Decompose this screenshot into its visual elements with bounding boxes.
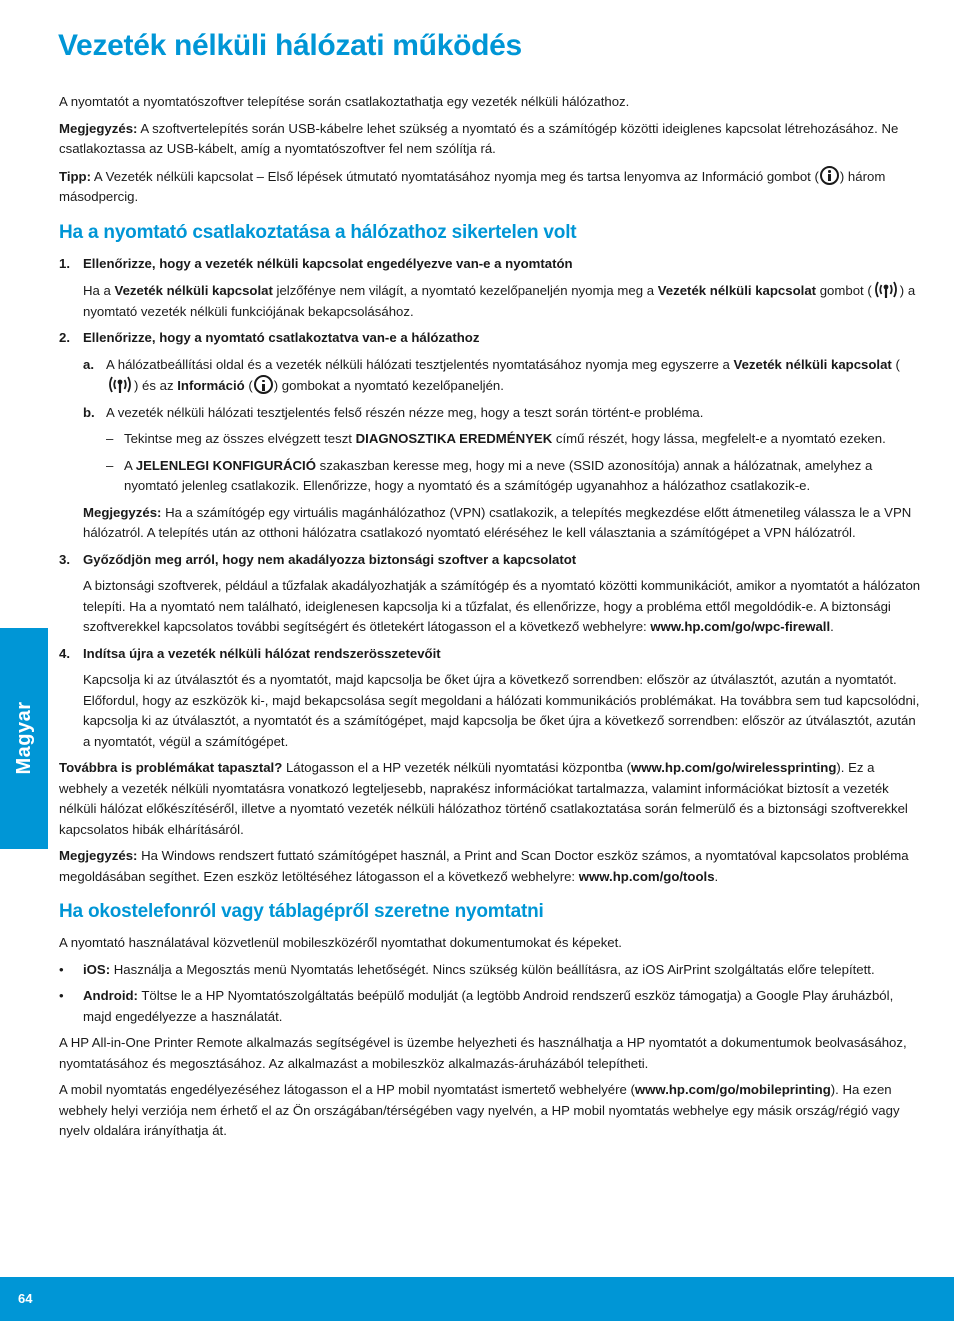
substep-part: A hálózatbeállítási oldal és a vezeték nélküli hálózati tesztjelentés nyomtatásához nyomja meg egyszerre a xyxy=(106,356,734,372)
mobile-text: A mobil nyomtatás engedélyezéséhez látogasson el a HP mobil nyomtatást ismertető webhelyére ( xyxy=(59,1082,635,1097)
intro-paragraph: A nyomtatót a nyomtatószoftver telepítése során csatlakoztathatja egy vezeték nélküli hálózathoz. xyxy=(59,94,630,109)
tip-paragraph xyxy=(59,166,925,208)
step-title: Indítsa újra a vezeték nélküli hálózat rendszerösszetevőit xyxy=(83,645,441,661)
dash-mark: – xyxy=(106,431,114,446)
bullet-label: Android: xyxy=(83,988,138,1003)
substep-text: A vezeték nélküli hálózati tesztjelentés felső részén nézze meg, hogy a teszt során történt-e probléma. xyxy=(106,404,704,420)
dash-bold: JELENLEGI KONFIGURÁCIÓ xyxy=(135,457,316,473)
section-heading-mobile: Ha okostelefonról vagy táblagépről szeretne nyomtatni xyxy=(59,901,544,922)
step-text: A biztonsági szoftverek, például a tűzfalak akadályozhatják a számítógép és a nyomtató közötti kommunikációt, amikor a nyomtatót a hálózaton telepíti. Ha a nyomtató nem található, ideiglenesen kapcsolja ki a tűzfalat, és ellenőrizze, hogy a probléma ettől megoldódik-e. A biztonsági szoftverekkel kapcsolatos további segítségért és ötletekért látogasson el a következő webhelyre: xyxy=(83,578,921,634)
mobile-intro: A nyomtató használatával közvetlenül mobileszközéről nyomtathat dokumentumokat és képeket. xyxy=(59,935,622,950)
wireless-printing-link[interactable]: www.hp.com/go/wirelessprinting xyxy=(630,760,837,775)
note-label: Megjegyzés: xyxy=(59,120,138,136)
substep-part: ( xyxy=(891,356,900,372)
step-title: Győződjön meg arról, hogy nem akadályozza biztonsági szoftver a kapcsolatot xyxy=(83,551,577,567)
step-number: 1. xyxy=(59,255,70,271)
step-number: 4. xyxy=(59,645,70,661)
dash-part: című részét, hogy lássa, megfelelt-e a nyomtató ezeken. xyxy=(552,431,886,446)
note-text: Ha a számítógép egy virtuális magánhálózathoz (VPN) csatlakozik, a telepítés megkezdése előtt átmenetileg válassza le a VPN hálózatról. A telepítés után az otthoni hálózatra csatlakozó nyomtató eléréséhez le kell választania a számítógépet a VPN hálózatról. xyxy=(83,504,912,540)
dash-item-diagnostics xyxy=(83,429,925,450)
step-4-body: Kapcsolja ki az útválasztót és a nyomtatót, majd kapcsolja be őket újra a következő sorrendben: először az útválasztót, azután a nyomtatót. Előfordul, hogy az eszközök ki-, majd bekapcsolása segít megoldani a hálózati kommunikációs problémákat. Ha továbbra sem tud kapcsolódni, kapcsolja ki az útválasztót, a nyomtatót és a számítógépet, majd kapcsolja be őket újra a következő sorrendben: először az útválasztót, azután a nyomtatót, végül a számítógépet. xyxy=(83,672,920,749)
bullet-mark: • xyxy=(59,988,64,1003)
step-1-heading xyxy=(59,254,925,275)
substep-bold: Vezeték nélküli kapcsolat xyxy=(733,356,892,372)
tools-link[interactable]: www.hp.com/go/tools xyxy=(578,868,715,884)
step-text: Ha a xyxy=(83,283,115,298)
step-title: Ellenőrizze, hogy a vezeték nélküli kapcsolat engedélyezve van-e a nyomtatón xyxy=(83,255,573,271)
more-help-paragraph xyxy=(59,758,925,840)
tip-text: A Vezeték nélküli kapcsolat – Első lépések útmutató nyomtatásához nyomja meg és tartsa lenyomva az Információ gombot ( xyxy=(90,168,819,184)
info-icon xyxy=(820,166,839,185)
dash-item-configuration xyxy=(83,456,925,497)
dash-part: szakaszban keresse meg, hogy mi a neve (SSID azonosítója) annak a hálózatnak, amelyhez a nyomtató jelenleg csatlakozik. Ellenőrizze, hogy a nyomtató és a számítógép ugyanahhoz a hálózathoz csatlakozik-e. xyxy=(124,457,873,493)
bullet-text xyxy=(83,960,875,981)
tip-label: Tipp: xyxy=(59,168,91,184)
substep-letter: b. xyxy=(83,404,95,420)
mobile-printing-link[interactable]: www.hp.com/go/mobileprinting xyxy=(634,1082,831,1097)
bullet-ios xyxy=(59,960,925,981)
step-2-body xyxy=(59,355,925,544)
wireless-icon xyxy=(107,375,133,394)
note-tools xyxy=(59,846,925,887)
step-2-heading xyxy=(59,328,925,349)
dash-mark: – xyxy=(106,457,114,473)
dash-part: A xyxy=(124,457,136,473)
step-text: gombot ( xyxy=(816,283,872,298)
bullet-body: Töltse le a HP Nyomtatószolgáltatás beépülő modulját (a legtöbb Android rendszerű eszköz támogatja) a Google Play áruházból, majd engedélyezze a használatát. xyxy=(83,988,894,1024)
step-text: ) a nyomtató vezeték nélküli funkciójának bekapcsolásához. xyxy=(83,283,916,319)
more-help-text: ). Ez a webhely a vezeték nélküli nyomtatásra vonatkozó legteljesebb, naprakész információkat tartalmazza, valamint információkat biztosít a vezeték nélküli hálózat előkészítéséről, illetve a nyomtató vezeték nélküli hálózathoz történő csatlakoztatása során felmerülő és a biztonsági szoftverekkel kapcsolatos hibák elhárításáról. xyxy=(59,760,908,837)
step-3-heading xyxy=(59,550,925,571)
substep-part: ( xyxy=(244,378,253,393)
main-content xyxy=(59,92,925,1148)
step-number: 2. xyxy=(59,330,70,345)
dash-part: Tekintse meg az összes elvégzett teszt xyxy=(124,431,356,446)
bullet-body: Használja a Megosztás menü Nyomtatás lehetőségét. Nincs szükség külön beállításra, az iOS AirPrint szolgáltatás előre telepített. xyxy=(110,961,875,977)
page-title: Vezeték nélküli hálózati működés xyxy=(58,29,522,62)
substep-b xyxy=(83,403,925,424)
note-text: . xyxy=(714,868,719,884)
substep-letter: a. xyxy=(83,356,94,372)
step-bold: Vezeték nélküli kapcsolat xyxy=(657,283,817,298)
note-label: Megjegyzés: xyxy=(59,848,138,863)
page-number: 64 xyxy=(18,1291,33,1306)
tip-text-end: ) három másodpercig. xyxy=(59,168,886,204)
bullet-mark: • xyxy=(59,961,64,977)
printer-remote-paragraph: A HP All-in-One Printer Remote alkalmazás segítségével is üzembe helyezheti és használhatja a HP nyomtatót a dokumentumok beolvasásához, nyomtatásához és megosztásához. Az alkalmazást a mobileszköz alkalmazás-áruházából telepítheti. xyxy=(59,1035,907,1071)
firewall-link[interactable]: www.hp.com/go/wpc-firewall xyxy=(650,619,831,634)
language-label: Magyar xyxy=(13,701,35,775)
substep-part: ) és az xyxy=(134,378,178,393)
step-text: jelzőfénye nem világít, a nyomtató kezelőpaneljén nyomja meg a xyxy=(272,283,658,298)
note-usb xyxy=(59,119,925,160)
step-1-body xyxy=(59,280,925,322)
step-text: . xyxy=(830,619,834,634)
more-help-text: Látogasson el a HP vezeték nélküli nyomtatási központba ( xyxy=(282,760,631,775)
info-icon xyxy=(254,375,273,394)
note-text: Ha Windows rendszert futtató számítógépet használ, a Print and Scan Doctor eszköz számos, a nyomtatóval kapcsolatos probléma megoldásában segíthet. Ezen eszköz letöltéséhez látogasson el a következő webhelyre: xyxy=(59,848,909,884)
note-vpn xyxy=(83,503,925,544)
mobile-printing-paragraph xyxy=(59,1080,925,1142)
step-title: Ellenőrizze, hogy a nyomtató csatlakoztatva van-e a hálózathoz xyxy=(83,330,480,345)
step-bold: Vezeték nélküli kapcsolat xyxy=(114,283,273,298)
substep-part: ) gombokat a nyomtató kezelőpaneljén. xyxy=(273,378,504,393)
bullet-label: iOS: xyxy=(83,961,111,977)
substep-a xyxy=(83,355,925,397)
substep-bold: Információ xyxy=(177,378,245,393)
mobile-text: ). Ha ezen webhely helyi verziója nem érhető el az Ön országában/térségében vagy nyelvén, a HP mobil nyomtatás webhelye egy másik ország/régió vagy nyelv oldalára irányíthatja át. xyxy=(59,1082,900,1138)
language-tab xyxy=(0,628,48,849)
bullet-android xyxy=(59,986,925,1027)
wireless-icon xyxy=(873,280,899,299)
step-number: 3. xyxy=(59,551,70,567)
dash-bold: DIAGNOSZTIKA EREDMÉNYEK xyxy=(355,431,553,446)
dash-text xyxy=(124,456,925,497)
step-4-heading xyxy=(59,644,925,665)
bullet-text xyxy=(83,986,925,1027)
more-help-label: Továbbra is problémákat tapasztal? xyxy=(59,760,283,775)
substep-text xyxy=(106,355,925,397)
note-label: Megjegyzés: xyxy=(83,504,162,520)
footer-bar xyxy=(0,1277,954,1321)
note-text: A szoftvertelepítés során USB-kábelre lehet szükség a nyomtató és a számítógép közötti ideiglenes kapcsolat létrehozásához. Ne csatlakoztassa az USB-kábelt, amíg a nyomtatószoftver fel nem szólítja rá. xyxy=(59,120,899,156)
section-heading-connection-failed: Ha a nyomtató csatlakoztatása a hálózathoz sikertelen volt xyxy=(59,221,577,243)
step-3-body xyxy=(59,576,925,638)
dash-text xyxy=(124,429,886,450)
